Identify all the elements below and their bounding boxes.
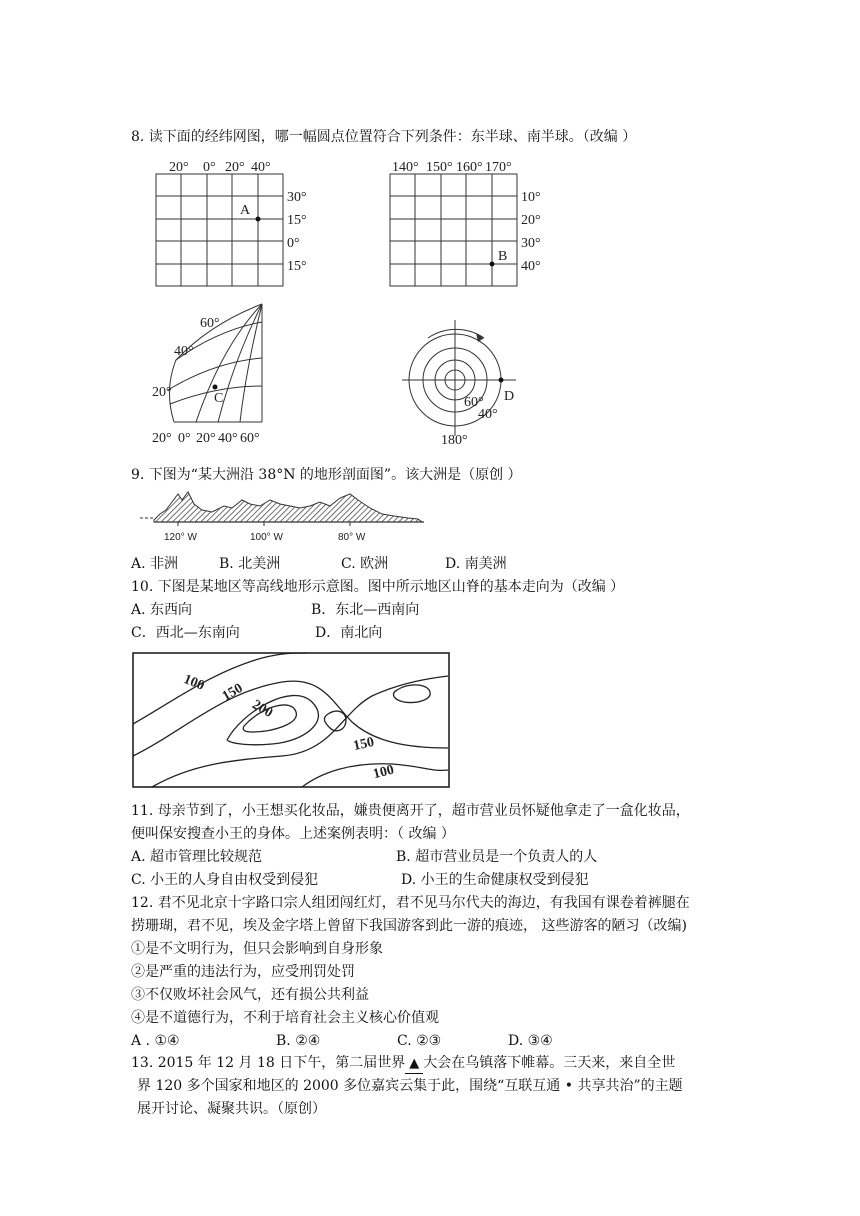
q11-option-a[interactable]: A. 超市管理比较规范	[131, 849, 263, 865]
contour-label: 150	[219, 680, 246, 705]
q12-option-b[interactable]: B. ②④	[276, 1033, 321, 1049]
point-a	[256, 217, 261, 222]
terrain-profile	[138, 488, 434, 548]
contour-label: 150	[351, 734, 376, 754]
fig-a-right-label: 15°	[287, 259, 307, 274]
point-c-label: C	[214, 391, 224, 406]
fig-b-top-label: 140°	[392, 160, 419, 175]
q9-option-a[interactable]: A. 非洲	[131, 556, 179, 572]
fig-d-label: 60°	[464, 395, 484, 410]
fig-d-label: 180°	[441, 433, 468, 448]
q9-stem: 9. 下图为“某大洲沿 38°N 的地形剖面图”。该大洲是（原创 ）	[131, 467, 522, 483]
fig-a-right-label: 30°	[287, 190, 307, 205]
fig-c-lat-label: 40°	[174, 344, 194, 359]
q12-stem-line1: 12. 君不见北京十字路口宗人组团闯红灯，君不见马尔代夫的海边，有我国有课卷着裤腿在	[131, 895, 690, 911]
q10-option-a[interactable]: A. 东西向	[131, 602, 193, 618]
q11-stem-line1: 11. 母亲节到了，小王想买化妆品，嫌贵便离开了，超市营业员怀疑他拿走了一盒化妆品，	[131, 803, 690, 819]
fig-c-bottom-label: 20°	[152, 431, 172, 446]
contour-label: 100	[371, 762, 396, 783]
fig-c-lat-label: 20°	[152, 385, 172, 400]
point-c	[213, 385, 218, 390]
grid-figure-b	[384, 158, 559, 290]
q13-stem-pre: 13. 2015 年 12 月 18 日下午，第二届世界	[131, 1055, 406, 1071]
q9-option-c[interactable]: C. 欧洲	[341, 556, 389, 572]
q12-statement-1: ①是不文明行为，但只会影响到自身形象	[131, 941, 383, 957]
fig-c-bottom-label: 40°	[218, 431, 238, 446]
q12-stem-line2: 捞珊瑚，君不见，埃及金字塔上曾留下我国游客到此一游的痕迹， 这些游客的陋习（改编)	[131, 918, 687, 934]
fig-b-top-label: 160°	[456, 160, 483, 175]
fig-c-bottom-label: 0°	[178, 431, 191, 446]
q13-stem-line1	[131, 1054, 675, 1074]
contour-map	[132, 652, 452, 790]
q13-stem-line2: 界 120 多个国家和地区的 2000 多位嘉宾云集于此，围绕“互联互通 • 共享共治”的主题	[137, 1078, 683, 1094]
q10-stem: 10. 下图是某地区等高线地形示意图。图中所示地区山脊的基本走向为（改编 ）	[131, 579, 625, 595]
q10-option-c[interactable]: C．西北—东南向	[131, 625, 240, 641]
q13-stem-line3: 展开讨论、凝聚共识。（原创）	[137, 1101, 326, 1117]
profile-label: 80° W	[338, 532, 366, 543]
q12-statement-2: ②是严重的违法行为，应受刑罚处罚	[131, 964, 355, 980]
profile-label: 120° W	[164, 532, 197, 543]
fig-c-bottom-label: 60°	[240, 431, 260, 446]
fig-a-top-label: 0°	[203, 160, 216, 175]
point-b-label: B	[498, 249, 508, 264]
q12-option-a[interactable]: A . ①④	[131, 1033, 180, 1049]
q13-stem-post: 大会在乌镇落下帷幕。三天来，来自全世	[423, 1055, 676, 1071]
q11-option-d[interactable]: D. 小王的生命健康权受到侵犯	[401, 872, 589, 888]
contour-label: 100	[181, 672, 207, 694]
grid-figure-a	[150, 158, 320, 290]
q10-option-d[interactable]: D．南北向	[315, 625, 383, 641]
q11-option-c[interactable]: C. 小王的人身自由权受到侵犯	[131, 872, 319, 888]
graticule-figure-c	[148, 300, 278, 450]
point-a-label: A	[240, 203, 251, 218]
q12-statement-4: ④是不道德行为，不利于培育社会主义核心价值观	[131, 1010, 439, 1026]
fig-a-right-label: 15°	[287, 213, 307, 228]
point-d	[499, 378, 504, 383]
fig-d-label: 40°	[478, 407, 498, 422]
fig-c-bottom-label: 20°	[196, 431, 216, 446]
fig-a-top-label: 20°	[169, 160, 189, 175]
fig-b-right-label: 40°	[521, 259, 541, 274]
fig-b-right-label: 30°	[521, 236, 541, 251]
fig-c-lat-label: 60°	[200, 316, 220, 331]
q11-stem-line2: 便叫保安搜查小王的身体。上述案例表明：（ 改编 ）	[131, 826, 455, 842]
point-d-label: D	[504, 389, 515, 404]
q9-option-b[interactable]: B. 北美洲	[219, 556, 281, 572]
fig-b-right-label: 10°	[521, 190, 541, 205]
fig-a-top-label: 20°	[225, 160, 245, 175]
q9-option-d[interactable]: D. 南美洲	[445, 556, 507, 572]
q8-stem: 8. 读下面的经纬网图，哪一幅圆点位置符合下列条件：东半球、南半球。（改编 ）	[131, 129, 637, 145]
fig-a-top-label: 40°	[251, 160, 271, 175]
q10-option-b[interactable]: B．东北—西南向	[311, 602, 420, 618]
fig-b-top-label: 150°	[426, 160, 453, 175]
q12-statement-3: ③不仅败坏社会风气，还有损公共利益	[131, 987, 369, 1003]
polar-figure-d	[398, 316, 528, 448]
fig-b-right-label: 20°	[521, 213, 541, 228]
contour-label: 200	[249, 697, 276, 721]
q12-option-d[interactable]: D. ③④	[508, 1033, 553, 1049]
fig-b-top-label: 170°	[485, 160, 512, 175]
profile-label: 100° W	[250, 532, 283, 543]
point-b	[490, 262, 495, 267]
q11-option-b[interactable]: B. 超市营业员是一个负责人的人	[396, 849, 598, 865]
fig-a-right-label: 0°	[287, 236, 300, 251]
q12-option-c[interactable]: C. ②③	[397, 1033, 442, 1049]
q13-blank[interactable]: ▲	[405, 1055, 423, 1074]
